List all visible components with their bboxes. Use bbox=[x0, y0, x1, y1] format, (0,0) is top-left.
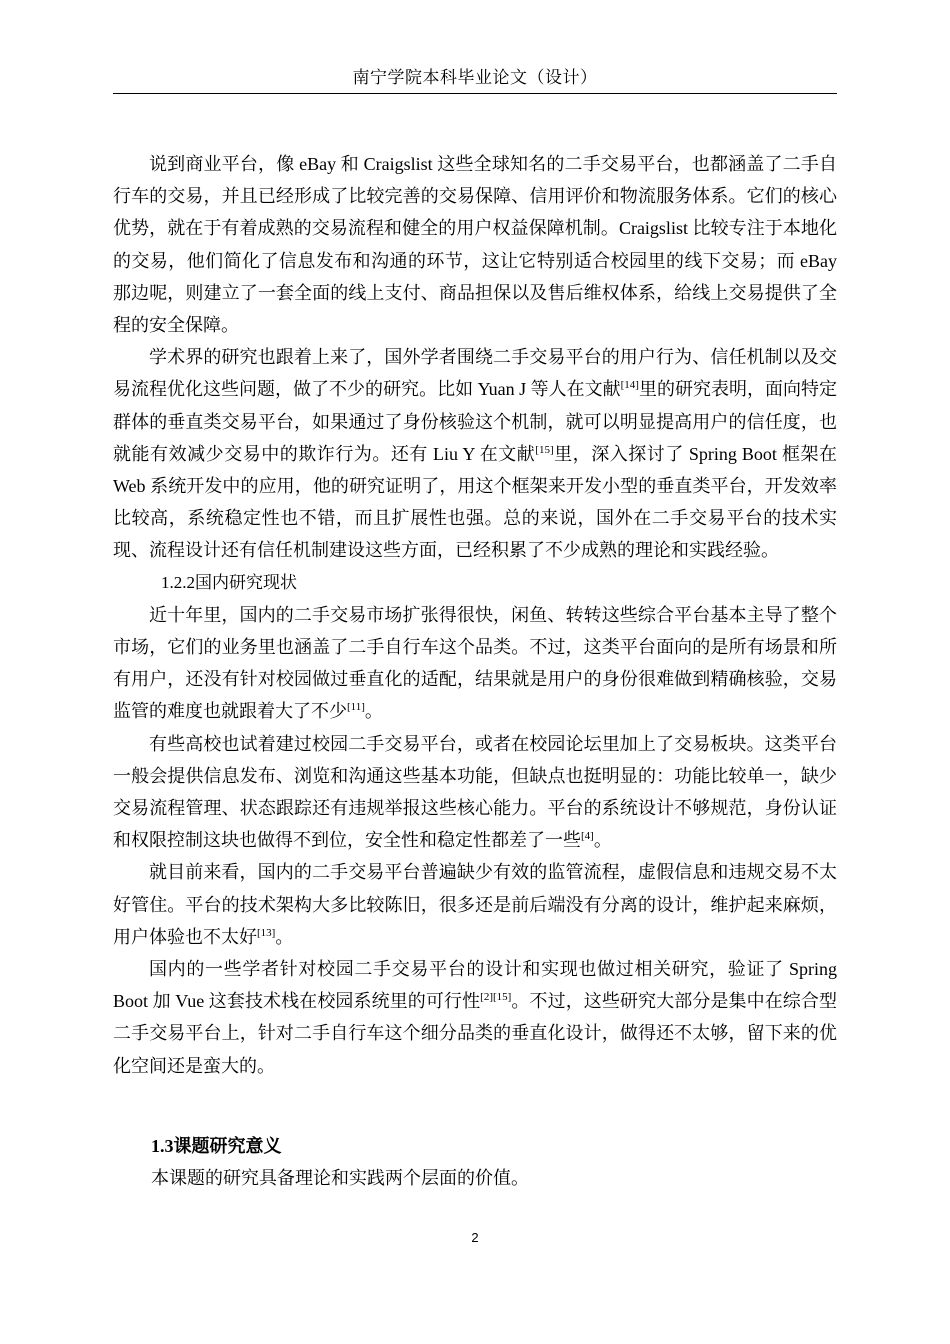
paragraph-text: 里，深入探讨了 Spring Boot 框架在 Web 系统开发中的应用，他的研究证明了，用这个框架来开发小型的垂直类平台，开发效率比较高，系统稳定性也不错，而且扩展性也强。总的来说，国外在二手交易平台的技术实现、流程设计还有信任机制建设这些方面，已经积累了不少成熟的理论和实践经验。 bbox=[113, 443, 837, 561]
page-number: 2 bbox=[471, 1230, 479, 1245]
citation-ref: [14] bbox=[620, 379, 639, 392]
paragraph-text: 。 bbox=[275, 926, 294, 947]
paragraph-domestic-research bbox=[113, 953, 837, 1082]
paragraph-current-issues bbox=[113, 856, 837, 953]
paragraph-text: 就目前来看，国内的二手交易平台普遍缺少有效的监管流程，虚假信息和违规交易不太好管住。平台的技术架构大多比较陈旧，很多还是前后端没有分离的设计，维护起来麻烦，用户体验也不太好 bbox=[113, 862, 837, 947]
paragraph-campus-platforms bbox=[113, 728, 837, 857]
subsection-heading: 1.2.2国内研究现状 bbox=[161, 572, 297, 592]
body-text bbox=[113, 148, 837, 1194]
paragraph-text: 近十年里，国内的二手交易市场扩张得很快，闲鱼、转转这些综合平台基本主导了整个市场，它们的业务里也涵盖了二手自行车这个品类。不过，这类平台面向的是所有场景和所有用户，还没有针对校园做过垂直化的适配，结果就是用户的身份很难做到精确核验，交易监管的难度也就跟着大了不少 bbox=[113, 604, 837, 722]
citation-ref: [15] bbox=[535, 443, 554, 456]
paragraph-commercial-platforms bbox=[113, 148, 837, 341]
paragraph-academic-research bbox=[113, 341, 837, 566]
page-header-title: 南宁学院本科毕业论文（设计） bbox=[352, 68, 598, 87]
paragraph-text: 。 bbox=[593, 830, 612, 851]
citation-ref: [4] bbox=[581, 830, 594, 843]
citation-ref: [11] bbox=[347, 701, 365, 714]
paragraph-text: 。 bbox=[364, 701, 383, 722]
paragraph-domestic-market bbox=[113, 599, 837, 728]
paragraph-text: 国内的一些学者针对校园二手交易平台的设计和实现也做过相关研究，验证了 Spring Boot 加 Vue 这套技术栈在校园系统里的可行性 bbox=[113, 959, 837, 1012]
paragraph-text: 里的研究表明，面向特定群体的垂直类交易平台，如果通过了身份核验这个机制，就可以明显提高用户的信任度，也就能有效减少交易中的欺诈行为。还有 Liu Y 在文献 bbox=[113, 379, 838, 464]
citation-ref: [13] bbox=[257, 926, 276, 939]
header-divider bbox=[113, 93, 837, 94]
paragraph-text: 有些高校也试着建过校园二手交易平台，或者在校园论坛里加上了交易板块。这类平台一般会提供信息发布、浏览和沟通这些基本功能，但缺点也挺明显的：功能比较单一，缺少交易流程管理、状态跟踪还有违规举报这些核心能力。平台的系统设计不够规范，身份认证和权限控制这块也做得不到位，安全性和稳定性都差了一些 bbox=[113, 733, 837, 851]
paragraph-text: 学术界的研究也跟着上来了，国外学者围绕二手交易平台的用户行为、信任机制以及交易流程优化这些问题，做了不少的研究。比如 Yuan J 等人在文献 bbox=[113, 347, 837, 400]
citation-ref: [2][15] bbox=[480, 991, 512, 1004]
paragraph-text: 说到商业平台，像 eBay 和 Craigslist 这些全球知名的二手交易平台，也都涵盖了二手自行车的交易，并且已经形成了比较完善的交易保障、信用评价和物流服务体系。它们的核心优势，就在于有着成熟的交易流程和健全的用户权益保障机制。Craigslist 比较专注于本地化的交易，他们简化了信息发布和沟通的环节，这让它特别适合校园里的线下交易；而 eBay 那边呢，则建立了一套全面的线上支付、商品担保以及售后维权体系，给线上交易提供了全程的安全保障。 bbox=[113, 154, 837, 336]
section-heading: 1.3课题研究意义 bbox=[151, 1135, 282, 1156]
paragraph-text: 。不过，这些研究大部分是集中在综合型二手交易平台上，针对二手自行车这个细分品类的垂直化设计，做得还不太够，留下来的优化空间还是蛮大的。 bbox=[113, 991, 837, 1076]
section-intro: 本课题的研究具备理论和实践两个层面的价值。 bbox=[151, 1167, 529, 1188]
